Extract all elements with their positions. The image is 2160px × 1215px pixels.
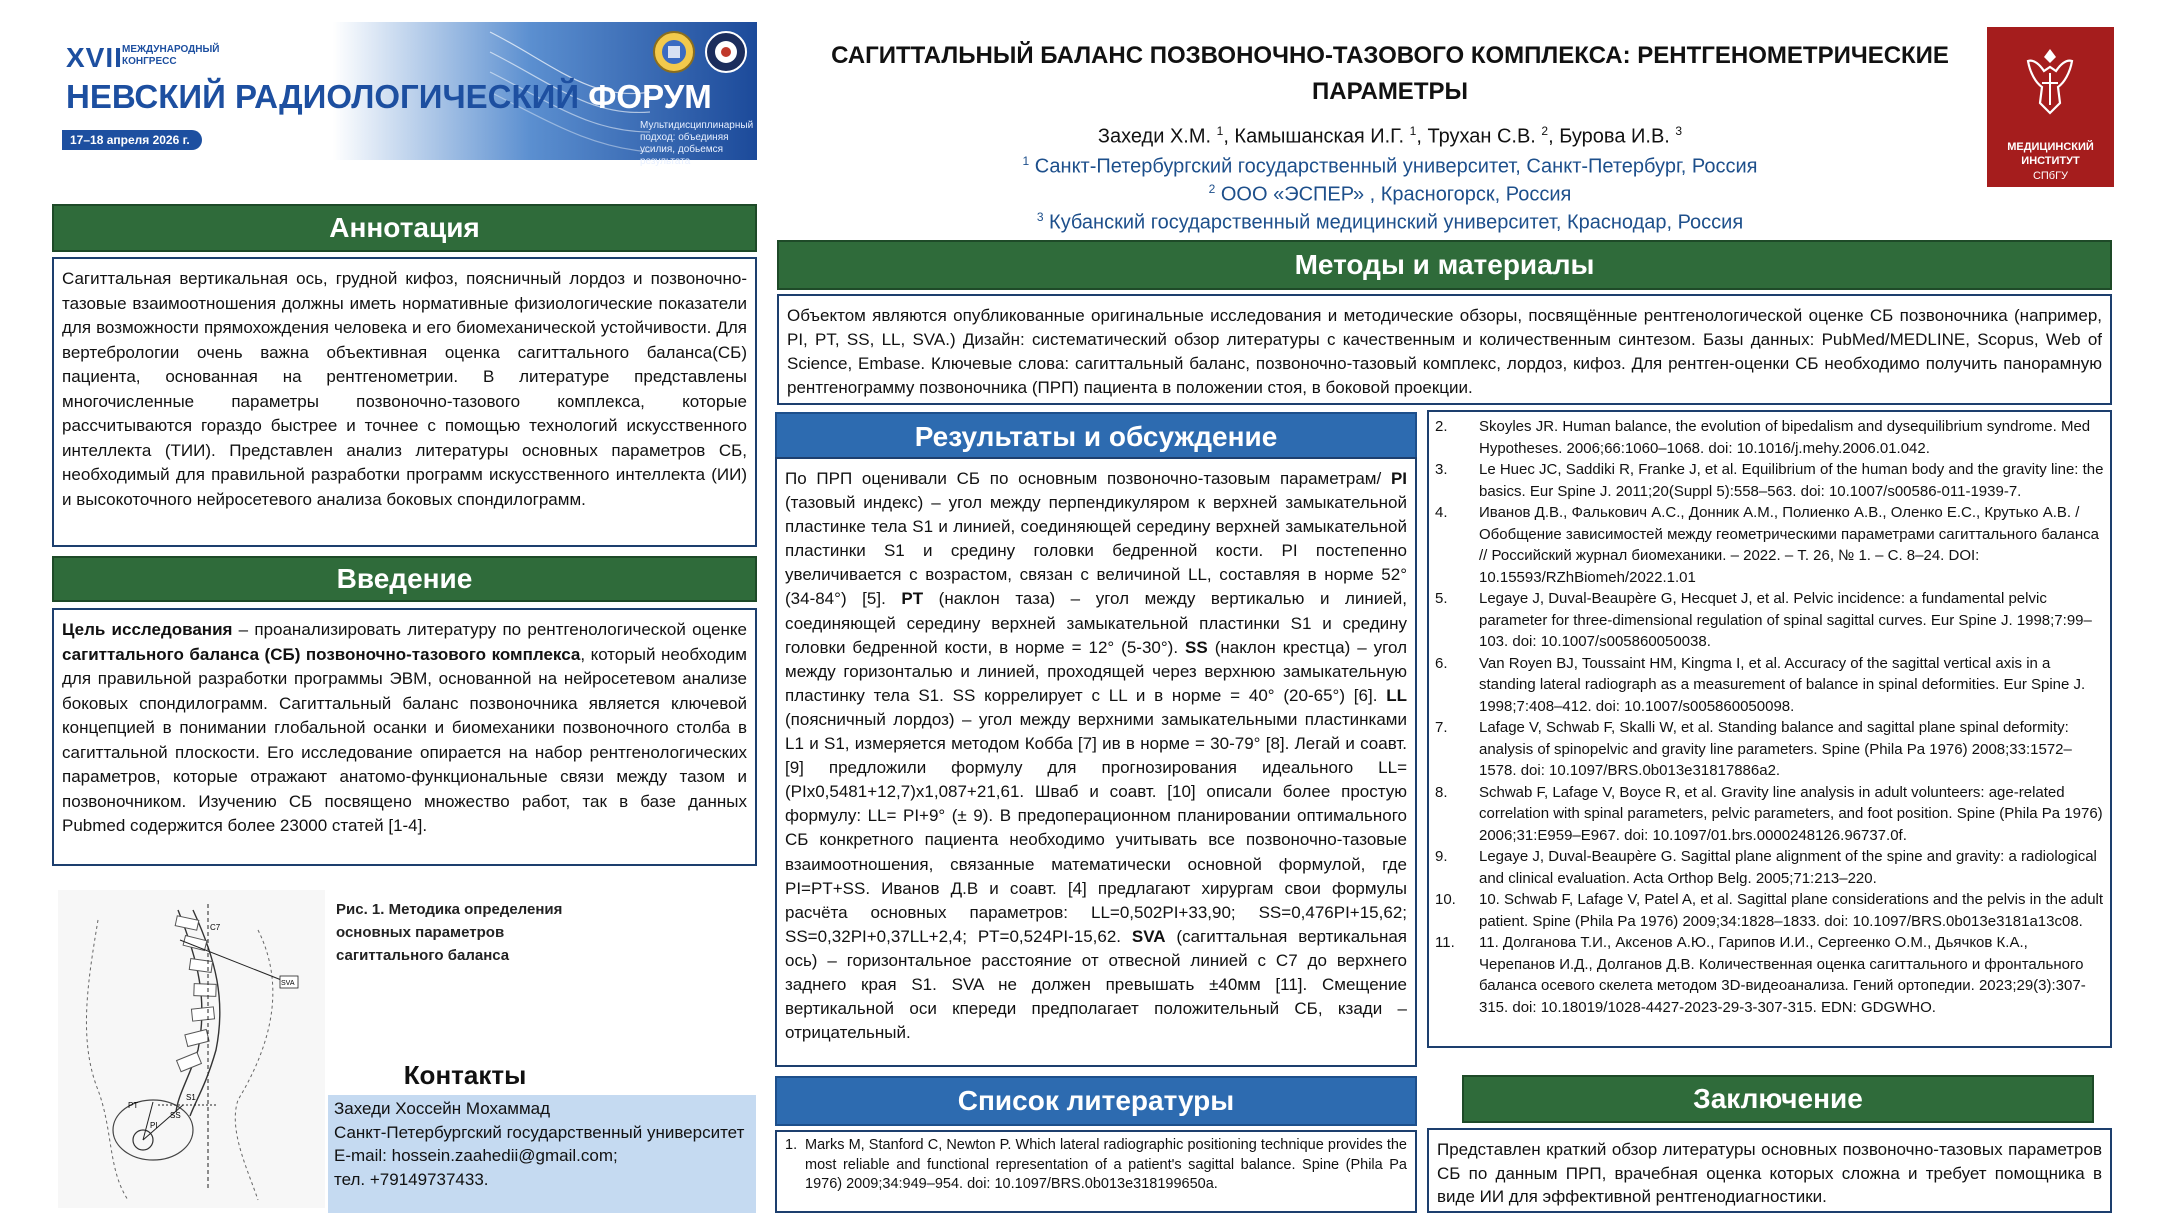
results-text: (сагиттальная вертикальная ось) – горизонтальное расстояние от отвесной линией с C7 до верхнего заднего края S1. SVA не должен превышать ±40мм [11]. Смещение вертикальной оси кпереди предполагает положительный СБ, кзади – отрицательный. bbox=[785, 926, 1407, 1043]
forum-banner bbox=[50, 22, 757, 167]
forum-slogan: Мультидисциплинарный подход: объединяя усилия, добьемся результата bbox=[640, 120, 754, 167]
logo-text-line2: ИНСТИТУТ bbox=[2021, 155, 2080, 167]
congress-number: XVII bbox=[66, 42, 123, 73]
reference-number: 2. bbox=[1435, 418, 1448, 435]
reference-text: Legaye J, Duval-Beaupère G. Sagittal plane alignment of the spine and gravity: a radiological and clinical evaluation. Acta Orthop Belg. 2005;71:213–220. bbox=[1479, 848, 2097, 887]
reference-text: Le Huec JC, Saddiki R, Franke J, et al. Equilibrium of the human body and the gravity line: the basics. Eur Spine J. 2011;20(Suppl 5):558–563. doi: 10.1007/s00586-011-1939-7. bbox=[1479, 461, 2104, 500]
reference-number: 8. bbox=[1435, 783, 1448, 801]
society-emblem-icon bbox=[704, 30, 748, 74]
results-text: По ПРП оценивали СБ по основным позвоночно-тазовым параметрам/ bbox=[785, 469, 1391, 488]
literature-box bbox=[775, 1130, 1417, 1213]
reference-item bbox=[1435, 653, 2104, 718]
param-sva: SVA bbox=[1131, 926, 1166, 946]
affiliation-mark: 1 bbox=[1022, 154, 1030, 168]
reference-item bbox=[1435, 416, 2104, 459]
reference-item bbox=[1435, 932, 2104, 1018]
reference-text: Skoyles JR. Human balance, the evolution of bipedalism and dysequilibrium syndrome. Med Hypotheses. 2006;66:1060–1068. doi: 10.1016/j.mehy.2006.01.042. bbox=[1479, 418, 2091, 457]
reference-number: 5. bbox=[1435, 590, 1448, 607]
conclusion-header: Заключение bbox=[1462, 1075, 2094, 1123]
double-headed-eagle-icon bbox=[2020, 43, 2080, 119]
param-pi: PI bbox=[1390, 469, 1407, 488]
reference-item bbox=[1435, 459, 2104, 502]
affiliation-3 bbox=[800, 203, 1980, 237]
results-text: (тазовый индекс) – угол между перпендикуляром к верхней замыкательной пластинке тела S1 и линией, соединяющей середину верхней замыкательной пластинки S1 и средину головки бедренной кости. PI постепенно увеличивается с возрастом, связан с величиной LL, составляя в норме 52° (34-84°) [5]. bbox=[785, 493, 1407, 609]
reference-item bbox=[1435, 889, 2104, 932]
reference-number: 7. bbox=[1435, 719, 1448, 736]
forum-title-part1: НЕВСКИЙ РАДИОЛОГИЧЕСКИЙ bbox=[66, 78, 589, 115]
association-emblem-icon bbox=[652, 30, 696, 74]
intro-box bbox=[52, 608, 757, 866]
author-affiliation-mark: 3 bbox=[1675, 124, 1683, 138]
literature-header: Список литературы bbox=[775, 1076, 1417, 1126]
contacts-header: Контакты bbox=[403, 1060, 527, 1090]
reference-number: 1. bbox=[785, 1137, 798, 1153]
author-name: , Камышанская И.Г. bbox=[1223, 125, 1410, 148]
results-text: (наклон крестца) – угол между горизонталью и линией, проходящей через верхнюю замыкательную пластинку тела S1. SS коррелирует с LL и в норме = 40° (20-65°) [6]. bbox=[785, 637, 1407, 705]
reference-number: 11. bbox=[1435, 934, 1455, 951]
intro-goal-label: Цель исследования bbox=[62, 620, 233, 639]
congress-label: МЕЖДУНАРОДНЫЙ КОНГРЕСС bbox=[122, 44, 220, 67]
reference-number: 10. bbox=[1435, 891, 1456, 908]
intro-text: – проанализировать литературу по рентгенологической оценке bbox=[232, 620, 748, 639]
results-text: (поясничный лордоз) – угол между верхними замыкательными пластинками L1 и S1, измеряется методом Кобба [7] ив в норме = 30-79° [8]. Легай и соавт. [9] предложили формулу для прогнозирования идеального LL=(PIx0,5481+12,7)x1,087+21,61. Шваб и соавт. [10] описали более простую формулу: LL= PI+9° (± 9). В предоперационном планировании оптимального СБ конкретного пациента необходимо учитывать все позвоночно-тазовые взаимоотношения, связанные математически основной формулой, где PI=PT+SS. Иванов Д.В и соавт. [4] предлагают хирургам свои формулы расчёта основных параметров: LL=0,502PI+33,90; SS=0,476PI+15,62; SS=0,32PI+0,37LL+2,4; PT=0,524PI-15,62. bbox=[785, 709, 1407, 946]
reference-item bbox=[1435, 846, 2104, 889]
affiliation-text: Санкт-Петербургский государственный университет, Санкт-Петербург, Россия bbox=[1029, 155, 1758, 178]
figure-caption: Рис. 1. Методика определения основных параметров сагиттального баланса bbox=[336, 901, 563, 964]
annotation-box bbox=[52, 257, 757, 547]
reference-text: Schwab F, Lafage V, Boyce R, et al. Gravity line analysis in adult volunteers: age-related correlation with spinal parameters, pelvic parameters, and foot position. Spine (Phila Pa 1976) 2006;31:E959–E967. doi: 10.1097/01.brs.0000248126.96737.0f. bbox=[1479, 783, 2103, 844]
reference-text: Van Royen BJ, Toussaint HM, Kingma I, et al. Accuracy of the sagittal vertical axis in a standing lateral radiograph as a measurement of balance in spinal deformities. Eur Spine J. 1998;7:408–412. doi: 10.1007/s005860050098. bbox=[1479, 654, 2086, 715]
authors-line bbox=[800, 117, 1980, 151]
figure-label-ss: SS bbox=[170, 1111, 181, 1120]
forum-title bbox=[66, 78, 712, 116]
title-line-1: САГИТТАЛЬНЫЙ БАЛАНС ПОЗВОНОЧНО-ТАЗОВОГО КОМПЛЕКСА: РЕНТГЕНОМЕТРИЧЕСКИЕ bbox=[831, 42, 1949, 69]
conclusion-text: Представлен краткий обзор литературы основных позвоночно-тазовых параметров СБ по данным ПРП, врачебная оценка которых сложна и требует помощника в виде ИИ для эффективной рентгенодиагностики. bbox=[1437, 1140, 2102, 1206]
figure-label-s1: S1 bbox=[186, 1093, 196, 1102]
affiliation-text: Кубанский государственный медицинский университет, Краснодар, Россия bbox=[1043, 211, 1744, 234]
reference-number: 9. bbox=[1435, 848, 1448, 865]
reference-number: 6. bbox=[1435, 654, 1448, 672]
reference-item bbox=[1435, 588, 2104, 653]
affiliation-mark: 2 bbox=[1208, 182, 1216, 196]
figure-label-sva: SVA bbox=[281, 980, 295, 987]
reference-text: Marks M, Stanford C, Newton P. Which lateral radiographic positioning technique provides the most reliable and functional representation of a patient's sagittal balance. Spine (Phila Pa 1976) 2009;34:949–954. doi: 10.1097/BRS.0b013e318199650a. bbox=[805, 1137, 1407, 1192]
param-ll: LL bbox=[1386, 685, 1407, 705]
forum-dates: 17–18 апреля 2026 г. bbox=[62, 130, 202, 150]
figure-label-c7: C7 bbox=[210, 923, 221, 932]
author-affiliation-mark: 1 bbox=[1216, 124, 1224, 138]
results-text: (наклон таза) – угол между вертикалью и линией, соединяющей середину верхней замыкательной пластинки S1 и средину головки бедренной кости, в норме = 12° (5-30°). bbox=[785, 589, 1407, 657]
contacts-box bbox=[328, 1095, 756, 1213]
figure-label-pt: PT bbox=[128, 1101, 139, 1110]
logo-text-line3: СПбГУ bbox=[2032, 170, 2069, 182]
affiliation-mark: 3 bbox=[1036, 210, 1044, 224]
annotation-header: Аннотация bbox=[52, 204, 757, 252]
author-affiliation-mark: 1 bbox=[1409, 124, 1417, 138]
spine-parameters-figure bbox=[58, 890, 325, 1208]
contact-email[interactable]: E-mail: hossein.zaahedii@gmail.com; bbox=[334, 1146, 618, 1165]
institute-logo bbox=[1987, 27, 2114, 187]
author-name: , Трухан С.В. bbox=[1416, 125, 1542, 148]
intro-text: , который необходим для правильной разработки программы ЭВМ, основанной на нейросетевом анализе боковых спондилограмм. Сагиттальный баланс позвоночника является ключевой концепцией в понимании глобальной осанки и биомеханики позвоночного столба в сагиттальной плоскости. Его исследование опирается на набор рентгенологических параметров, которые отражают анатомо-функциональные связи между тазом и позвоночником. Изучению СБ посвящено множество работ, так в базе данных Pubmed содержится более 23000 статей [1-4]. bbox=[62, 644, 747, 835]
reference-text: Иванов Д.В., Фалькович А.С., Донник А.М., Полиенко А.В., Оленко Е.С., Крутько А.В. / Обобщение зависимостей между геометрическими параметрами сагиттального баланса // Российский журнал биомеханики. – 2022. – Т. 26, № 1. – С. 8–24. DOI: 10.15593/RZhBiomeh/2022.1.01 bbox=[1479, 504, 2100, 586]
reference-item bbox=[785, 1136, 1407, 1195]
reference-number: 4. bbox=[1435, 504, 1448, 521]
reference-text: 10. Schwab F, Lafage V, Patel A, et al. Sagittal plane considerations and the pelvis in the adult patient. Spine (Phila Pa 1976) 2009;34:1828–1833. doi: 10.1097/BRS.0b013e3181a13c08. bbox=[1479, 891, 2104, 930]
conclusion-box bbox=[1427, 1128, 2112, 1213]
reference-number: 3. bbox=[1435, 461, 1448, 478]
contact-name: Захеди Хоссейн Мохаммад bbox=[334, 1099, 551, 1118]
references-box bbox=[1427, 410, 2112, 1048]
contact-phone[interactable]: тел. +79149737433. bbox=[334, 1169, 489, 1189]
reference-text: Lafage V, Schwab F, Skalli W, et al. Standing balance and sagittal plane spinal deformity: analysis of spinopelvic and gravity line parameters. Spine (Phila Pa 1976) 2008;33:1572–1578. doi: 10.1097/BRS.0b013e31817886a2. bbox=[1479, 719, 2072, 779]
reference-item bbox=[1435, 502, 2104, 588]
title-line-2: ПАРАМЕТРЫ bbox=[1312, 78, 1468, 105]
figure-label-pi: PI bbox=[150, 1121, 158, 1130]
logo-text-line1: МЕДИЦИНСКИЙ bbox=[2007, 141, 2094, 153]
methods-text: Объектом являются опубликованные оригинальные исследования и методические обзоры, посвящённые рентгенологической оценке СБ позвоночника (например, PI, PT, SS, LL, SVA.) Дизайн: систематический обзор литературы с качественным и количественным синтезом. Базы данных: PubMed/MEDLINE, Scopus, Web of Science, Embase. Ключевые слова: сагиттальный баланс, позвоночно-тазовый комплекс, лордоз, кифоз. Для рентген-оценки СБ необходимо получить панорамную рентгенограмму позвоночника (ПРП) пациента в положении стоя, в боковой проекции. bbox=[787, 306, 2102, 397]
affiliation-text: ООО «ЭСПЕР» , Красногорск, Россия bbox=[1215, 183, 1572, 206]
reference-text: 11. Долганова Т.И., Аксенов А.Ю., Гарипов И.И., Сергеенко О.М., Дьячков К.А., Черепанов И.Д., Долганов Д.В. Количественная оценка сагиттального и фронтального баланса осевого скелета методом 3D-видеоанализа. Гений ортопедии. 2023;29(3):307-315. doi: 10.18019/1028-4427-2023-29-3-307-315. EDN: GDGWHO. bbox=[1479, 934, 2086, 1016]
annotation-text: Сагиттальная вертикальная ось, грудной кифоз, поясничный лордоз и позвоночно-тазовые взаимоотношения должны иметь нормативные физиологические показатели для возможности прямохождения человека и его биомеханической устойчивости. Для вертебрологии очень важна объективная оценка сагиттального баланса(СБ) пациента, основанная на рентгенометрии. В литературе представлены многочисленные параметры позвоночно-тазового комплекса, которые рассчитываются гораздо быстрее и точнее с помощью технологий искусственного интеллекта (ТИИ). Представлен анализ литературы основных параметров СБ, необходимый для правильной разработки программ искусственного интеллекта (ИИ) и высокоточного нейросетевого анализа боковых спондилограмм. bbox=[62, 269, 747, 509]
param-pt: PT bbox=[901, 589, 924, 609]
results-box bbox=[775, 457, 1417, 1067]
results-header: Результаты и обсуждение bbox=[775, 412, 1417, 462]
author-affiliation-mark: 2 bbox=[1541, 124, 1549, 138]
contact-organization: Санкт-Петербургский государственный университет bbox=[334, 1122, 745, 1142]
author-name: Захеди Х.М. bbox=[1097, 125, 1217, 148]
intro-subject: сагиттального баланса (СБ) позвоночно-тазового комплекса bbox=[62, 644, 581, 664]
reference-item bbox=[1435, 717, 2104, 782]
author-name: , Бурова И.В. bbox=[1548, 125, 1676, 148]
methods-header: Методы и материалы bbox=[777, 240, 2112, 290]
reference-item bbox=[1435, 782, 2104, 847]
intro-header: Введение bbox=[52, 556, 757, 602]
methods-box bbox=[777, 294, 2112, 405]
poster-title bbox=[800, 38, 1980, 110]
reference-text: Legaye J, Duval-Beaupère G, Hecquet J, et al. Pelvic incidence: a fundamental pelvic parameter for three-dimensional regulation of spinal sagittal curves. Eur Spine J. 1998;7:99–103. doi: 10.1007/s005860050038. bbox=[1479, 590, 2092, 650]
forum-title-part2: ФОРУМ bbox=[588, 78, 712, 115]
param-ss: SS bbox=[1185, 637, 1208, 657]
